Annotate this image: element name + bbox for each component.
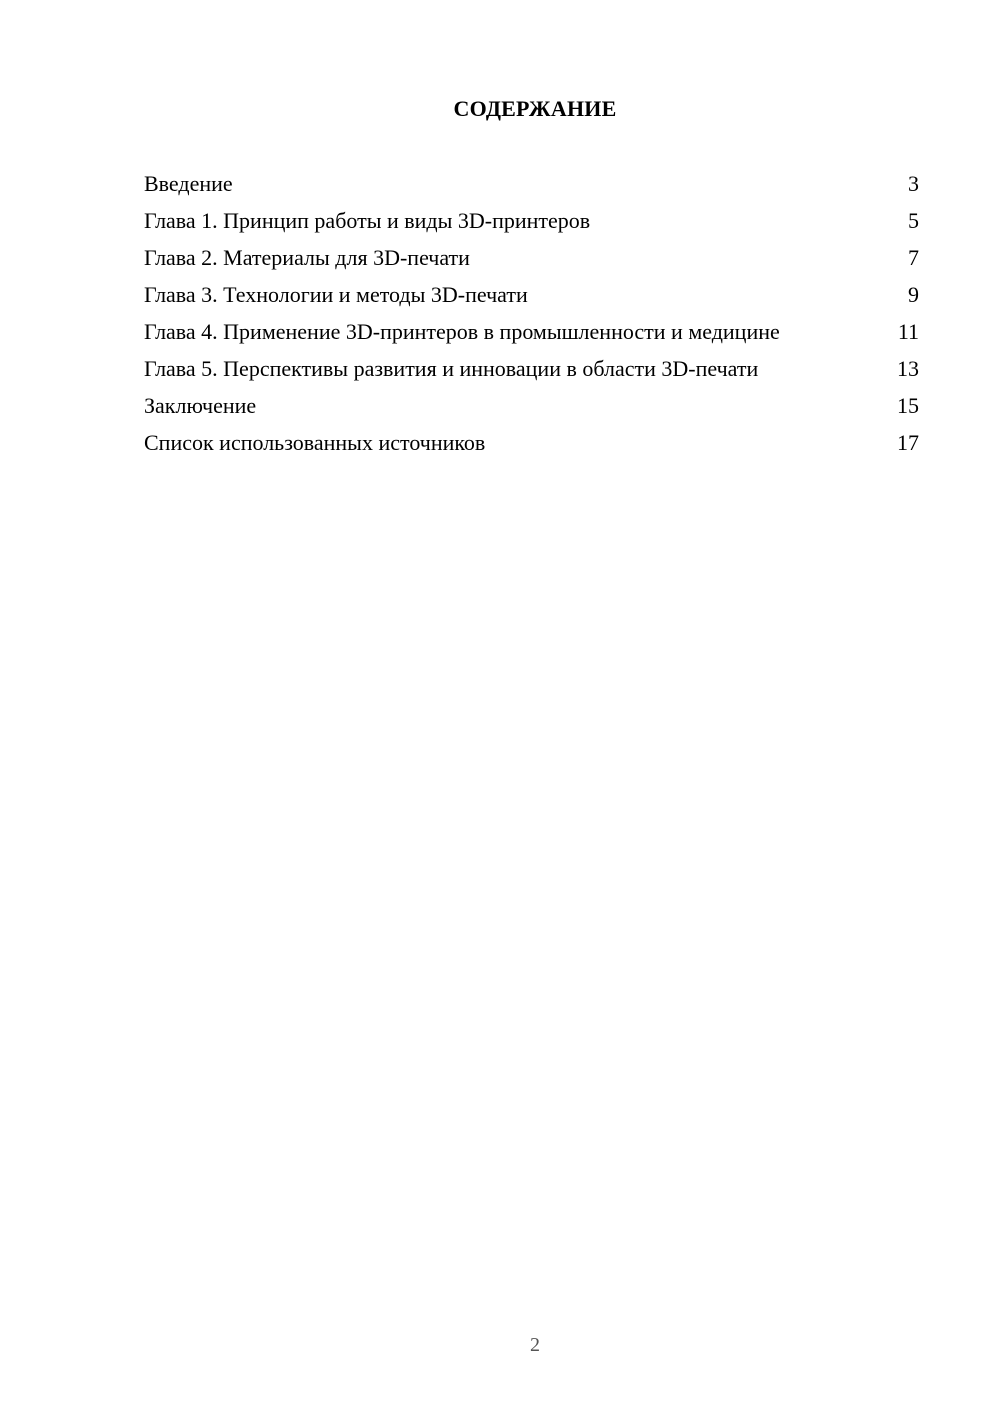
toc-entry-chapter-5[interactable] [144, 355, 919, 382]
toc-entry-page: 15 [897, 393, 919, 418]
toc-entry-label: Введение [144, 171, 233, 196]
toc-entry-label: Список использованных источников [144, 430, 486, 455]
toc-entry-page: 5 [908, 208, 919, 233]
page-number: 2 [530, 1334, 540, 1356]
toc-entry-page: 13 [897, 356, 919, 381]
toc-entry-page: 9 [908, 282, 919, 307]
toc-entry-introduction[interactable] [144, 170, 919, 197]
toc-entry-conclusion[interactable] [144, 392, 919, 419]
toc-entry-label: Глава 2. Материалы для 3D-печати [144, 245, 470, 270]
page-title: СОДЕРЖАНИЕ [453, 96, 617, 121]
toc-entry-label: Глава 5. Перспективы развития и инновации в области 3D-печати [144, 356, 759, 381]
toc-entry-chapter-2[interactable] [144, 244, 919, 271]
toc-entry-label: Глава 3. Технологии и методы 3D-печати [144, 282, 528, 307]
toc-entry-chapter-1[interactable] [144, 207, 919, 234]
toc-entry-references[interactable] [144, 429, 919, 456]
toc-entry-page: 17 [897, 430, 919, 455]
toc-entry-page: 7 [908, 245, 919, 270]
toc-entry-chapter-4[interactable] [144, 318, 919, 345]
toc-entry-label: Глава 4. Применение 3D-принтеров в промышленности и медицине [144, 319, 780, 344]
toc-entry-page: 11 [897, 319, 919, 344]
toc-entry-label: Заключение [144, 393, 257, 418]
toc-entry-page: 3 [908, 171, 919, 196]
toc-entry-chapter-3[interactable] [144, 281, 919, 308]
toc-entry-label: Глава 1. Принцип работы и виды 3D-принтеров [144, 208, 591, 233]
table-of-contents [144, 170, 919, 466]
